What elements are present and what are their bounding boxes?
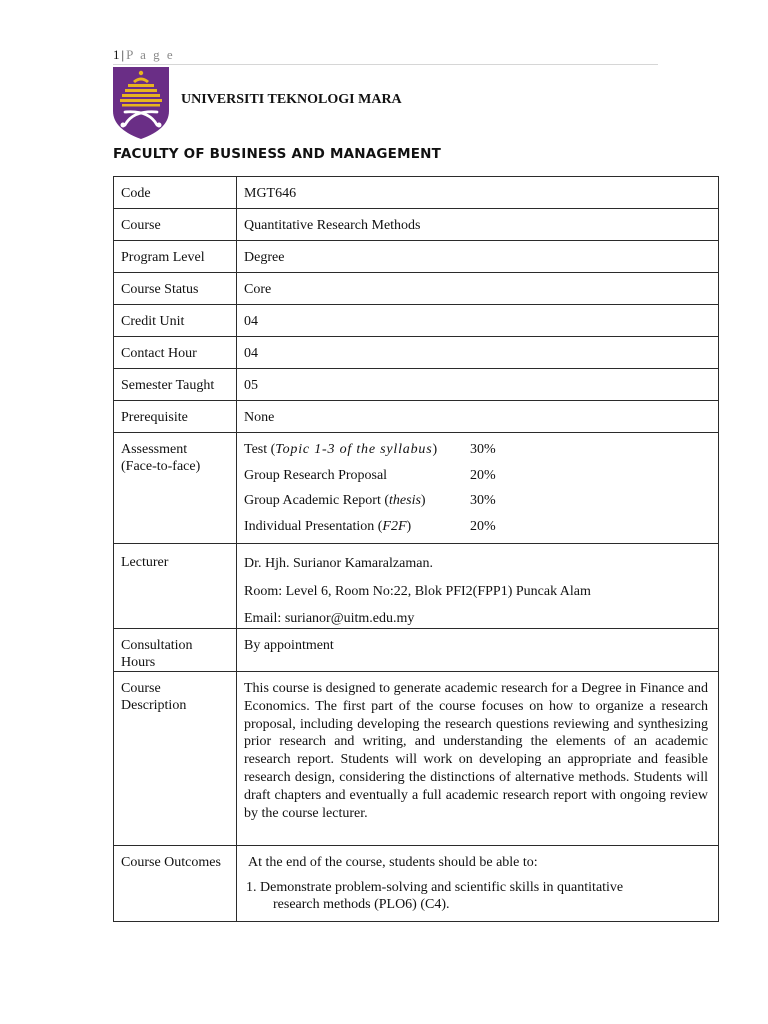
table-row-consultation xyxy=(114,629,719,672)
row-label: Consultation Hours xyxy=(114,629,237,672)
assessment-item-italic: thesis xyxy=(389,493,421,508)
table-row-description xyxy=(114,672,719,846)
table-row-prerequisite xyxy=(114,401,719,433)
table-row-program-level xyxy=(114,241,719,273)
row-label: Semester Taught xyxy=(114,369,237,401)
table-row-course xyxy=(114,209,719,241)
row-value: By appointment xyxy=(237,629,719,672)
description-cell xyxy=(237,672,719,846)
page-number: 1 xyxy=(113,47,120,62)
assessment-item-italic: Topic 1-3 of the syllabus xyxy=(275,442,433,457)
assessment-item-text: Group Academic Report ( xyxy=(244,493,390,508)
row-value: Degree xyxy=(237,241,719,273)
assessment-item-text: ) xyxy=(420,493,426,508)
assessment-item-italic: F2F xyxy=(382,518,407,534)
row-label: Credit Unit xyxy=(114,305,237,337)
assessment-item-text: Test ( xyxy=(244,442,276,457)
page-header xyxy=(113,46,658,65)
row-label: Contact Hour xyxy=(114,337,237,369)
row-value: 04 xyxy=(237,337,719,369)
lecturer-name: Dr. Hjh. Surianor Kamaralzaman. xyxy=(244,556,433,571)
row-label: Code xyxy=(114,177,237,209)
lecturer-email: Email: surianor@uitm.edu.my xyxy=(244,611,415,626)
row-value: MGT646 xyxy=(237,177,719,209)
table-row-outcomes xyxy=(114,846,719,922)
assessment-list xyxy=(237,433,719,544)
table-row-course-status xyxy=(114,273,719,305)
assessment-item-text: ) xyxy=(406,518,412,534)
university-name: UNIVERSITI TEKNOLOGI MARA xyxy=(181,92,402,107)
lecturer-room: Room: Level 6, Room No:22, Blok PFI2(FPP1) Puncak Alam xyxy=(244,583,591,599)
row-value: Quantitative Research Methods xyxy=(237,209,719,241)
assessment-percentage: 20% xyxy=(470,467,496,483)
row-label: Lecturer xyxy=(114,544,237,629)
page-label: P a g e xyxy=(126,47,175,62)
assessment-item xyxy=(244,441,711,467)
assessment-item-text: ) xyxy=(432,442,438,457)
outcome-item xyxy=(244,879,711,913)
assessment-percentage: 30% xyxy=(470,442,496,457)
assessment-percentage: 20% xyxy=(470,518,496,534)
row-value: None xyxy=(237,401,719,433)
table-row-lecturer xyxy=(114,544,719,629)
faculty-title: FACULTY OF BUSINESS AND MANAGEMENT xyxy=(113,146,442,162)
row-label: Course Description xyxy=(114,672,237,846)
table-row-code xyxy=(114,177,719,209)
outcomes-intro: At the end of the course, students should be able to: xyxy=(248,855,538,870)
row-value: 05 xyxy=(237,369,719,401)
outcome-item-line: research methods (PLO6) (C4). xyxy=(273,897,450,912)
assessment-item-text: Individual Presentation ( xyxy=(244,518,383,534)
row-label: Course xyxy=(114,209,237,241)
assessment-item xyxy=(244,492,711,518)
university-logo xyxy=(111,67,171,140)
outcomes-cell xyxy=(237,846,719,922)
row-label: Program Level xyxy=(114,241,237,273)
table-row-assessment xyxy=(114,433,719,544)
row-label: Prerequisite xyxy=(114,401,237,433)
row-value: 04 xyxy=(237,305,719,337)
assessment-item-text: Group Research Proposal xyxy=(244,467,388,483)
assessment-sublabel: (Face-to-face) xyxy=(121,459,201,474)
assessment-label: Assessment xyxy=(121,442,188,457)
course-info-table xyxy=(113,176,719,922)
table-row-credit-unit xyxy=(114,305,719,337)
outcome-item-line: 1. Demonstrate problem-solving and scientific skills in quantitative xyxy=(246,880,624,895)
row-label: Course Status xyxy=(114,273,237,305)
course-description-text: This course is designed to generate academic research for a Degree in Finance and Economics. The first part of the course focuses on how to organize a research proposal, including developing the research questions reviewing and synthesizing prior research and writing, and understanding the elements of an academic research report. Students will work on developing an appropriate and feasible research design, considering the distinctions of alternative methods. Students will draft chapters and eventually a full academic research report with ongoing review by the course lecturer. xyxy=(244,681,708,821)
row-label: Course Outcomes xyxy=(114,846,237,922)
assessment-item xyxy=(244,518,711,544)
table-row-contact-hour xyxy=(114,337,719,369)
assessment-item xyxy=(244,467,711,493)
row-value: Core xyxy=(237,273,719,305)
row-label xyxy=(114,433,237,544)
assessment-percentage: 30% xyxy=(470,493,496,508)
page-separator: | xyxy=(121,47,125,62)
table-row-semester-taught xyxy=(114,369,719,401)
lecturer-details xyxy=(237,544,719,629)
